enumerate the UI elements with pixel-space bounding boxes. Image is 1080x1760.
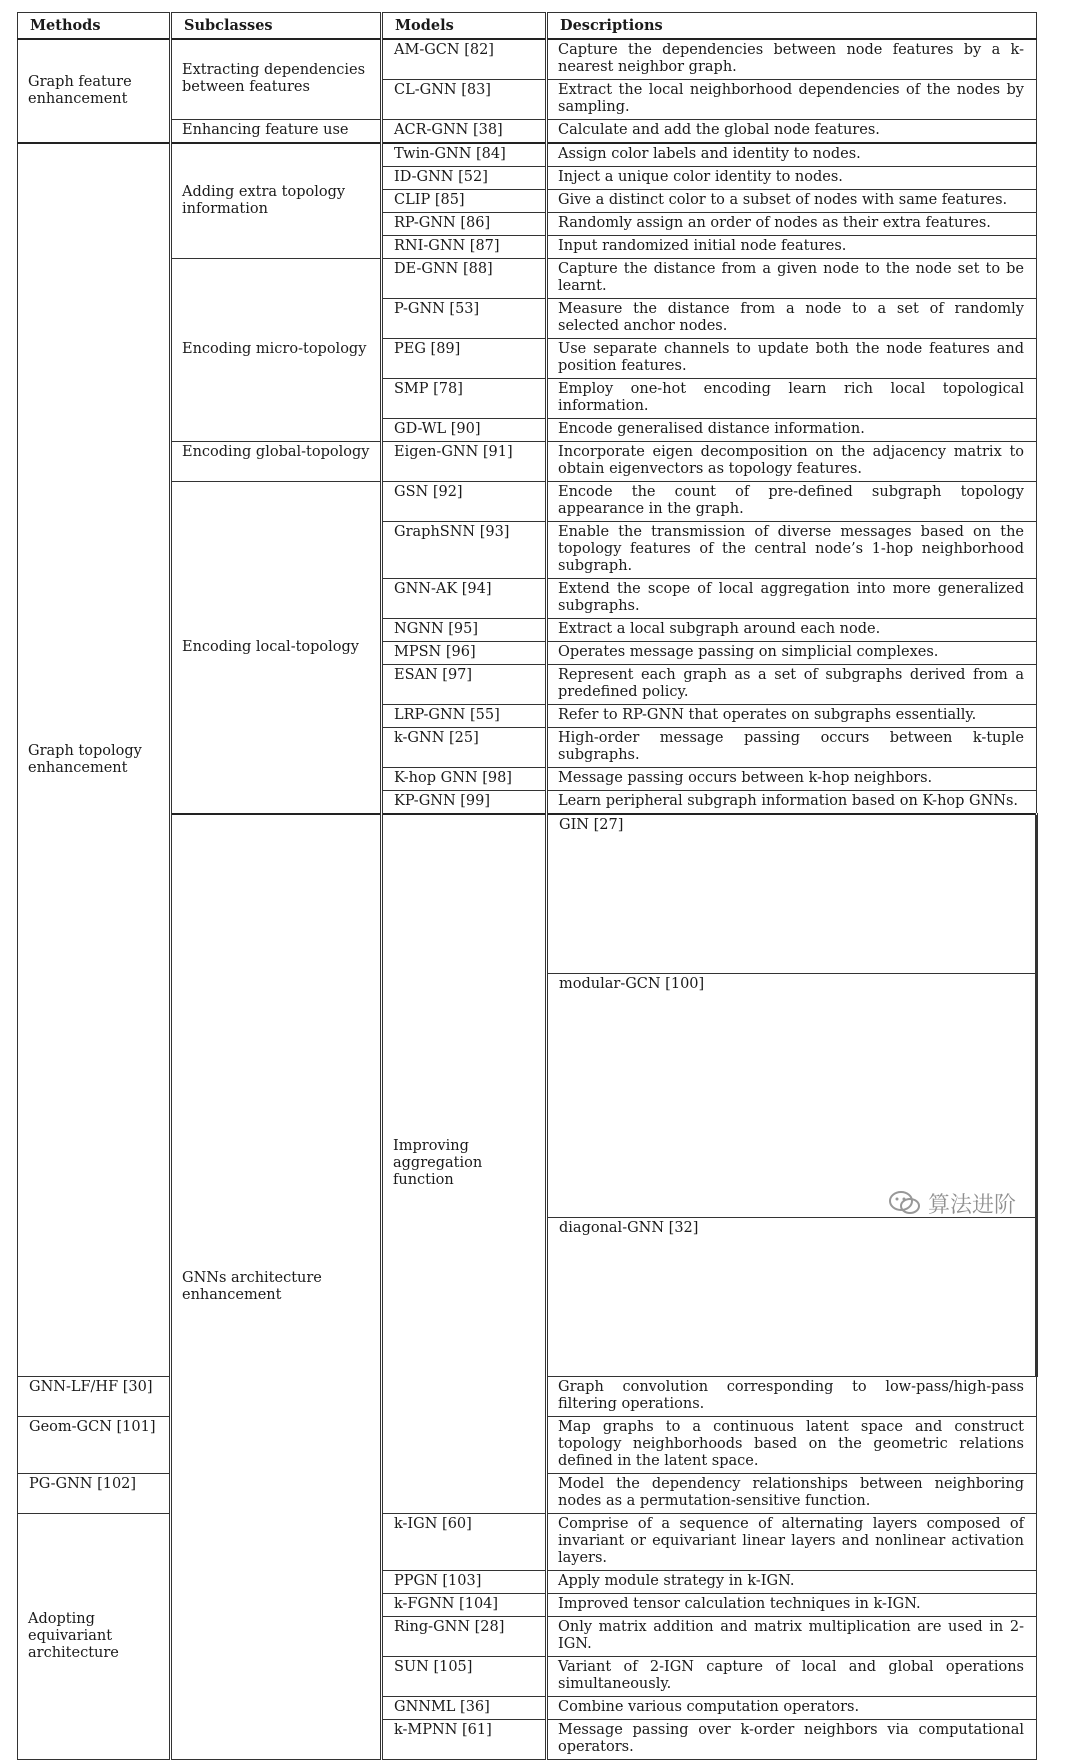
- model-cell: AM-GCN [82]: [382, 39, 547, 80]
- table-row: [18, 1514, 1037, 1571]
- model-cell: ACR-GNN [38]: [382, 120, 547, 144]
- description-cell: High-order message passing occurs between k-tuple subgraphs.: [547, 728, 1037, 768]
- model-cell: Ring-GNN [28]: [382, 1617, 547, 1657]
- header-models: Models: [382, 13, 547, 40]
- table-row: [18, 259, 1037, 299]
- table-row: [18, 814, 1037, 974]
- model-cell: CLIP [85]: [382, 190, 547, 213]
- wechat-icon: [888, 1190, 922, 1216]
- description-cell: Capture the dependencies between node features by a k-nearest neighbor graph.: [547, 39, 1037, 80]
- model-cell: diagonal-GNN [32]: [547, 1218, 1037, 1377]
- description-cell: Capture the distance from a given node to the node set to be learnt.: [547, 259, 1037, 299]
- method-cell: Graph feature enhancement: [18, 39, 171, 143]
- header-descriptions: Descriptions: [547, 13, 1037, 40]
- watermark-text: 算法进阶: [928, 1192, 1017, 1218]
- description-cell: Message passing occurs between k-hop neighbors.: [547, 768, 1037, 791]
- table-row: [18, 143, 1037, 167]
- header-row: [18, 13, 1037, 40]
- model-cell: GNN-LF/HF [30]: [18, 1377, 171, 1417]
- description-cell: Represent each graph as a set of subgraphs derived from a predefined policy.: [547, 665, 1037, 705]
- description-cell: Model the dependency relationships between neighboring nodes as a permutation-sensitive function.: [547, 1474, 1037, 1514]
- method-cell: GNNs architecture enhancement: [171, 814, 382, 1760]
- description-cell: Improved tensor calculation techniques in k-IGN.: [547, 1594, 1037, 1617]
- description-cell: Combine various computation operators.: [547, 1697, 1037, 1720]
- description-cell: Calculate and add the global node features.: [547, 120, 1037, 144]
- description-cell: Use separate channels to update both the node features and position features.: [547, 339, 1037, 379]
- model-cell: k-GNN [25]: [382, 728, 547, 768]
- table-row: [18, 482, 1037, 522]
- model-cell: P-GNN [53]: [382, 299, 547, 339]
- description-cell: Enable the transmission of diverse messages based on the topology features of the central node’s 1-hop neighborhood subgraph.: [547, 522, 1037, 579]
- subclass-cell: Adopting equivariant architecture: [18, 1514, 171, 1760]
- model-cell: GSN [92]: [382, 482, 547, 522]
- description-cell: Encode the count of pre-defined subgraph topology appearance in the graph.: [547, 482, 1037, 522]
- subclass-cell: Encoding global-topology: [171, 442, 382, 482]
- model-cell: k-FGNN [104]: [382, 1594, 547, 1617]
- model-cell: NGNN [95]: [382, 619, 547, 642]
- subclass-cell: Encoding micro-topology: [171, 259, 382, 442]
- subclass-cell: Improving aggregation function: [382, 814, 547, 1514]
- description-cell: Incorporate eigen decomposition on the adjacency matrix to obtain eigenvectors as topology features.: [547, 442, 1037, 482]
- model-cell: SMP [78]: [382, 379, 547, 419]
- description-cell: Employ one-hot encoding learn rich local topological information.: [547, 379, 1037, 419]
- description-cell: Measure the distance from a node to a set of randomly selected anchor nodes.: [547, 299, 1037, 339]
- description-cell: Input randomized initial node features.: [547, 236, 1037, 259]
- subclass-cell: Extracting dependencies between features: [171, 39, 382, 120]
- model-cell: K-hop GNN [98]: [382, 768, 547, 791]
- description-cell: Extract a local subgraph around each node.: [547, 619, 1037, 642]
- model-cell: PEG [89]: [382, 339, 547, 379]
- description-cell: Learn peripheral subgraph information based on K-hop GNNs.: [547, 791, 1037, 815]
- methods-table: [17, 12, 1037, 1760]
- model-cell: PPGN [103]: [382, 1571, 547, 1594]
- description-cell: Refer to RP-GNN that operates on subgraphs essentially.: [547, 705, 1037, 728]
- model-cell: GraphSNN [93]: [382, 522, 547, 579]
- model-cell: k-MPNN [61]: [382, 1720, 547, 1760]
- header-subclasses: Subclasses: [171, 13, 382, 40]
- method-cell: Graph topology enhancement: [18, 143, 171, 1377]
- model-cell: RP-GNN [86]: [382, 213, 547, 236]
- model-cell: ID-GNN [52]: [382, 167, 547, 190]
- watermark: [888, 1183, 1058, 1223]
- model-cell: GIN [27]: [547, 814, 1037, 974]
- model-cell: Twin-GNN [84]: [382, 143, 547, 167]
- model-cell: ESAN [97]: [382, 665, 547, 705]
- description-cell: Assign color labels and identity to nodes.: [547, 143, 1037, 167]
- model-cell: RNI-GNN [87]: [382, 236, 547, 259]
- model-cell: SUN [105]: [382, 1657, 547, 1697]
- methods-table-container: [17, 12, 1036, 1760]
- model-cell: GD-WL [90]: [382, 419, 547, 442]
- model-cell: CL-GNN [83]: [382, 80, 547, 120]
- subclass-cell: Enhancing feature use: [171, 120, 382, 144]
- description-cell: Extend the scope of local aggregation into more generalized subgraphs.: [547, 579, 1037, 619]
- model-cell: Geom-GCN [101]: [18, 1417, 171, 1474]
- model-cell: GNNML [36]: [382, 1697, 547, 1720]
- description-cell: Only matrix addition and matrix multiplication are used in 2-IGN.: [547, 1617, 1037, 1657]
- model-cell: DE-GNN [88]: [382, 259, 547, 299]
- model-cell: LRP-GNN [55]: [382, 705, 547, 728]
- model-cell: GNN-AK [94]: [382, 579, 547, 619]
- description-cell: Operates message passing on simplicial complexes.: [547, 642, 1037, 665]
- description-cell: Inject a unique color identity to nodes.: [547, 167, 1037, 190]
- model-cell: KP-GNN [99]: [382, 791, 547, 815]
- description-cell: Comprise of a sequence of alternating layers composed of invariant or equivariant linear layers and nonlinear activation layers.: [547, 1514, 1037, 1571]
- subclass-cell: Adding extra topology information: [171, 143, 382, 259]
- subclass-cell: Encoding local-topology: [171, 482, 382, 815]
- header-methods: Methods: [18, 13, 171, 40]
- description-cell: Give a distinct color to a subset of nodes with same features.: [547, 190, 1037, 213]
- table-row: [18, 39, 1037, 80]
- model-cell: MPSN [96]: [382, 642, 547, 665]
- model-cell: k-IGN [60]: [382, 1514, 547, 1571]
- description-cell: Extract the local neighborhood dependencies of the nodes by sampling.: [547, 80, 1037, 120]
- description-cell: Message passing over k-order neighbors via computational operators.: [547, 1720, 1037, 1760]
- description-cell: Encode generalised distance information.: [547, 419, 1037, 442]
- description-cell: Map graphs to a continuous latent space and construct topology neighborhoods based on the geometric relations defined in the latent space.: [547, 1417, 1037, 1474]
- description-cell: Variant of 2-IGN capture of local and global operations simultaneously.: [547, 1657, 1037, 1697]
- model-cell: PG-GNN [102]: [18, 1474, 171, 1514]
- description-cell: Randomly assign an order of nodes as their extra features.: [547, 213, 1037, 236]
- description-cell: Graph convolution corresponding to low-pass/high-pass filtering operations.: [547, 1377, 1037, 1417]
- table-row: [18, 120, 1037, 144]
- model-cell: modular-GCN [100]: [547, 974, 1037, 1218]
- table-row: [18, 442, 1037, 482]
- model-cell: Eigen-GNN [91]: [382, 442, 547, 482]
- description-cell: Apply module strategy in k-IGN.: [547, 1571, 1037, 1594]
